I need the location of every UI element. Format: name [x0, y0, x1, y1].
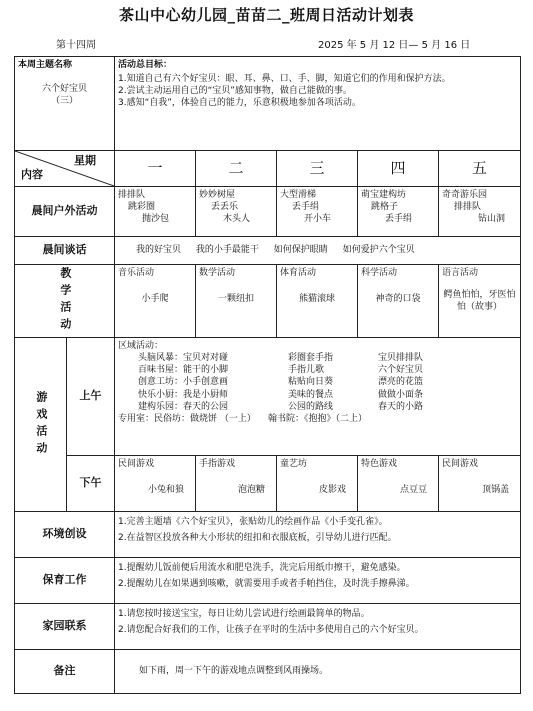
game-label-cell: [15, 338, 67, 512]
zone-title: 区域活动：: [118, 341, 164, 351]
outdoor-item: 丢手绢: [385, 214, 413, 225]
goals-cell: [115, 57, 521, 151]
zone-row: [138, 352, 517, 364]
teaching-mon: [115, 265, 196, 338]
activity-content: 小手爬: [141, 294, 169, 305]
game-am-row: [15, 338, 521, 456]
theme-name: 六个好宝贝: [42, 84, 88, 95]
zone-row: [138, 389, 517, 401]
zone-item: 创意工坊：小手创意画: [138, 377, 229, 388]
environment-item: 2.在益智区投放各种大小形状的纽扣和衣服底板，引导幼儿进行匹配。: [118, 533, 397, 544]
theme-cell: [15, 57, 115, 151]
weekday-thu: 四: [358, 151, 439, 187]
pm-thu: [358, 456, 439, 512]
family-item: 2.请您配合好我们的工作，让孩子在平时的生活中多使用自己的六个好宝贝。: [118, 625, 424, 636]
zone-item: 美味的餐点: [288, 389, 334, 400]
zone-item: 快乐小厨：我是小厨师: [138, 389, 229, 400]
goal-item: 1.知道自己有六个好宝贝：眼、耳、鼻、口、手、脚，知道它们的作用和保护方法。: [118, 74, 451, 85]
pm-game-name: 手指游戏: [199, 459, 236, 469]
outdoor-item: 萌宝建构坊: [361, 190, 407, 200]
pm-fri: [439, 456, 521, 512]
pm-game-content: 泡泡糖: [238, 485, 266, 496]
teaching-thu: [358, 265, 439, 338]
zone-item: 百味书屋：能干的小脚: [138, 365, 229, 376]
game-label: 游戏活动: [34, 390, 48, 459]
activity-name: 音乐活动: [118, 268, 155, 278]
date-range: 2025 年 5 月 12 日— 5 月 16 日: [318, 40, 471, 51]
weekday-mon: 一: [115, 151, 196, 187]
activity-name: 体育活动: [280, 268, 317, 278]
activity-content: 一颗纽扣: [218, 294, 255, 305]
outdoor-tue: [196, 187, 277, 237]
zone-cell: [115, 338, 521, 456]
header-content-label: 内容: [21, 168, 43, 182]
outdoor-item: 丢丢乐: [211, 202, 239, 213]
special-room: 翰书院：《抱抱》（二上）: [268, 413, 368, 424]
special-room-row: [118, 413, 517, 425]
pm-game-content: 点豆豆: [400, 485, 428, 496]
weekday-wed: 三: [277, 151, 358, 187]
care-row: [15, 558, 521, 604]
pm-game-name: 童艺坊: [280, 459, 308, 469]
family-item: 1.请您按时接送宝宝，每日让幼儿尝试进行绘画最简单的物品。: [118, 609, 370, 619]
activity-name: 数学活动: [199, 268, 236, 278]
family-label: 家园联系: [15, 604, 115, 650]
plan-table: [14, 56, 521, 694]
outdoor-item: 跳彩圈: [128, 202, 156, 213]
teaching-label: 教学活动: [58, 267, 72, 335]
weekday-header-row: [15, 151, 521, 187]
zone-item: 春天的小路: [378, 401, 424, 412]
zone-item: 建构乐园：春天的公园: [138, 401, 229, 412]
pm-game-content: 顶锅盖: [482, 485, 510, 496]
outdoor-item: 排排队: [454, 202, 482, 213]
outdoor-label: 晨间户外活动: [15, 187, 115, 237]
care-cell: [115, 558, 521, 604]
zone-item: 宝贝排排队: [378, 353, 424, 364]
activity-content: 神奇的口袋: [375, 294, 421, 305]
special-room: 专用室：民俗坊：做烧饼 （一上）: [118, 413, 256, 424]
outdoor-mon: [115, 187, 196, 237]
talk-item: 我的好宝贝: [136, 245, 182, 256]
pm-wed: [277, 456, 358, 512]
theme-label: 本周主题名称: [18, 60, 73, 70]
outdoor-fri: [439, 187, 521, 237]
zone-item: 彩圈套手指: [288, 353, 334, 364]
environment-row: [15, 512, 521, 558]
outdoor-item: 妙妙树屋: [199, 190, 236, 200]
teaching-tue: [196, 265, 277, 338]
environment-item: 1.完善主题墙《六个好宝贝》，张贴幼儿的绘画作品《小手变孔雀》。: [118, 517, 388, 527]
activity-name: 语言活动: [442, 268, 479, 278]
talk-label: 晨间谈话: [15, 237, 115, 265]
theme-row: [15, 57, 521, 151]
talk-row: [15, 237, 521, 265]
activity-content: 熊猫滚球: [299, 294, 336, 305]
talk-item: 我的小手最能干: [195, 245, 259, 256]
teaching-label-cell: [15, 265, 115, 338]
zone-item: 六个好宝贝: [378, 365, 424, 376]
pm-game-content: 皮影戏: [319, 485, 347, 496]
theme-sub: （三）: [51, 96, 79, 107]
outdoor-item: 开小车: [304, 214, 332, 225]
header-corner: [15, 151, 115, 187]
goal-item: 2.尝试主动运用自己的“宝贝”感知事物，做自己能做的事。: [118, 86, 352, 97]
game-pm-label: 下午: [67, 456, 115, 512]
weekday-fri: 五: [439, 151, 521, 187]
week-number: 第十四周: [56, 40, 96, 51]
zone-item: 手指儿歌: [288, 365, 325, 376]
zone-row: [138, 401, 517, 413]
activity-content: 鳄鱼怕怕，牙医怕怕（故事）: [443, 290, 516, 313]
family-row: [15, 604, 521, 650]
zone-item: 粘贴向日葵: [288, 377, 334, 388]
notes-label: 备注: [15, 650, 115, 694]
care-label: 保育工作: [15, 558, 115, 604]
environment-cell: [115, 512, 521, 558]
teaching-row: [15, 265, 521, 338]
notes-cell: 如下雨，周一下午的游戏地点调整到风雨操场。: [115, 650, 521, 694]
talk-item: 如何保护眼睛: [273, 245, 328, 256]
family-cell: [115, 604, 521, 650]
outdoor-thu: [358, 187, 439, 237]
goals-heading: 活动总目标：: [118, 60, 173, 70]
teaching-fri: [439, 265, 521, 338]
game-am-label: 上午: [67, 338, 115, 456]
zone-item: 漂亮的花篮: [378, 377, 424, 388]
talk-cell: [115, 237, 521, 265]
pm-game-name: 民间游戏: [118, 459, 155, 469]
outdoor-item: 排排队: [118, 190, 146, 200]
notes-row: [15, 650, 521, 694]
care-item: 2.提醒幼儿在如果遇到咳嗽，就需要用手或者手帕挡住，及时洗手擦鼻涕。: [118, 579, 415, 590]
outdoor-wed: [277, 187, 358, 237]
outdoor-item: 木头人: [223, 214, 251, 225]
outdoor-item: 钻山洞: [478, 214, 506, 225]
pm-game-name: 民间游戏: [442, 459, 479, 469]
outdoor-item: 大型滑梯: [280, 190, 317, 200]
header-weekday-label: 星期: [74, 154, 97, 167]
pm-tue: [196, 456, 277, 512]
activity-name: 科学活动: [361, 268, 398, 278]
zone-row: [138, 364, 517, 376]
page-title: 茶山中心幼儿园_苗苗二_班周日活动计划表: [118, 6, 414, 24]
outdoor-item: 丢手绢: [292, 202, 320, 213]
environment-label: 环境创设: [15, 512, 115, 558]
goal-item: 3.感知“自我”，体验自己的能力，乐意积极地参加各项活动。: [118, 98, 361, 109]
game-pm-row: [15, 456, 521, 512]
outdoor-item: 奇奇游乐园: [442, 190, 488, 200]
zone-item: 头脑风暴：宝贝对对碰: [138, 353, 229, 364]
zone-item: 做做小面条: [378, 389, 424, 400]
pm-game-name: 特色游戏: [361, 459, 398, 469]
weekday-tue: 二: [196, 151, 277, 187]
zone-item: 公园的路线: [288, 401, 334, 412]
teaching-wed: [277, 265, 358, 338]
zone-row: [138, 376, 517, 388]
talk-item: 如何爱护六个宝贝: [342, 245, 415, 256]
care-item: 1.提醒幼儿饭前便后用流水和肥皂洗手，洗完后用纸巾擦干，避免感染。: [118, 563, 406, 573]
outdoor-row: [15, 187, 521, 237]
pm-game-content: 小兔和狼: [148, 485, 185, 496]
outdoor-item: 抛沙包: [142, 214, 170, 225]
outdoor-item: 跳格子: [371, 202, 399, 213]
pm-mon: [115, 456, 196, 512]
